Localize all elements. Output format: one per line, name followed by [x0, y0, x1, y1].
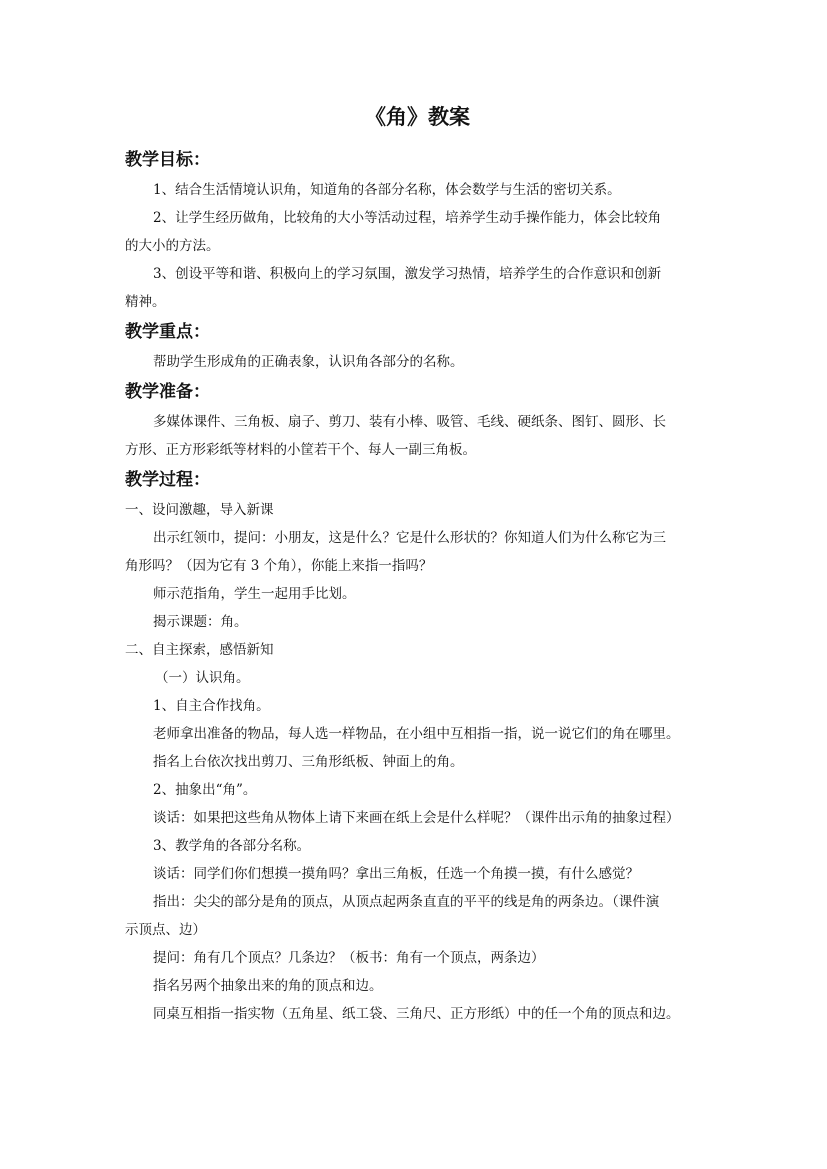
goal-item-3-line-2: 精神。 [125, 294, 166, 310]
focus-text: 帮助学生形成角的正确表象，认识角各部分的名称。 [153, 354, 464, 370]
part2-line-2: 老师拿出准备的物品，每人选一样物品，在小组中互相指一指，说一说它们的角在哪里。 [153, 726, 680, 742]
heading-teaching-goals: 教学目标： [125, 150, 210, 170]
part2-line-7: 谈话：同学们你们想摸一摸角吗？拿出三角板，任选一个角摸一摸，有什么感觉？ [153, 866, 639, 882]
part1-line-4: 揭示课题：角。 [153, 614, 248, 630]
heading-teaching-prep: 教学准备： [125, 382, 210, 402]
goal-item-1: 1、结合生活情境认识角，知道角的各部分名称，体会数学与生活的密切关系。 [153, 182, 621, 198]
part2-subtitle: （一）认识角。 [155, 670, 250, 686]
goal-item-2-line-1: 2、让学生经历做角，比较角的大小等活动过程，培养学生动手操作能力，体会比较角 [153, 210, 662, 226]
goal-item-2-line-2: 的大小的方法。 [125, 238, 220, 254]
part2-line-6: 3、教学角的各部分名称。 [153, 838, 311, 854]
part2-line-11: 指名另两个抽象出来的角的顶点和边。 [153, 978, 383, 994]
part2-line-5: 谈话：如果把这些角从物体上请下来画在纸上会是什么样呢？（课件出示角的抽象过程） [153, 810, 680, 826]
part2-line-10: 提问：角有几个顶点？几条边？（板书：角有一个顶点，两条边） [153, 950, 545, 966]
part2-line-4: 2、抽象出“角”。 [153, 782, 257, 798]
prep-line-1: 多媒体课件、三角板、扇子、剪刀、装有小棒、吸管、毛线、硬纸条、图钉、圆形、长 [153, 414, 666, 430]
part2-line-9: 示顶点、边） [125, 922, 206, 938]
part1-line-1: 出示红领巾，提问：小朋友，这是什么？它是什么形状的？你知道人们为什么称它为三 [153, 530, 666, 546]
part2-line-8: 指出：尖尖的部分是角的顶点，从顶点起两条直直的平平的线是角的两条边。（课件演 [153, 894, 660, 910]
heading-teaching-focus: 教学重点： [125, 322, 210, 342]
part2-line-3: 指名上台依次找出剪刀、三角形纸板、钟面上的角。 [153, 754, 464, 770]
part1-title: 一、设问激趣，导入新课 [125, 502, 274, 518]
part1-line-2: 角形吗？（因为它有 3 个角），你能上来指一指吗？ [125, 558, 433, 574]
prep-line-2: 方形、正方形彩纸等材料的小筐若干个、每人一副三角板。 [125, 442, 476, 458]
part2-line-1: 1、自主合作找角。 [153, 698, 270, 714]
document-title: 《角》教案 [365, 105, 470, 129]
part1-line-3: 师示范指角，学生一起用手比划。 [153, 586, 356, 602]
heading-teaching-process: 教学过程： [125, 470, 210, 490]
part2-title: 二、自主探索，感悟新知 [125, 642, 274, 658]
part2-line-12: 同桌互相指一指实物（五角星、纸工袋、三角尺、正方形纸）中的任一个角的顶点和边。 [153, 1006, 680, 1022]
goal-item-3-line-1: 3、创设平等和谐、积极向上的学习氛围，激发学习热情，培养学生的合作意识和创新 [153, 266, 662, 282]
document-page [125, 100, 710, 1028]
